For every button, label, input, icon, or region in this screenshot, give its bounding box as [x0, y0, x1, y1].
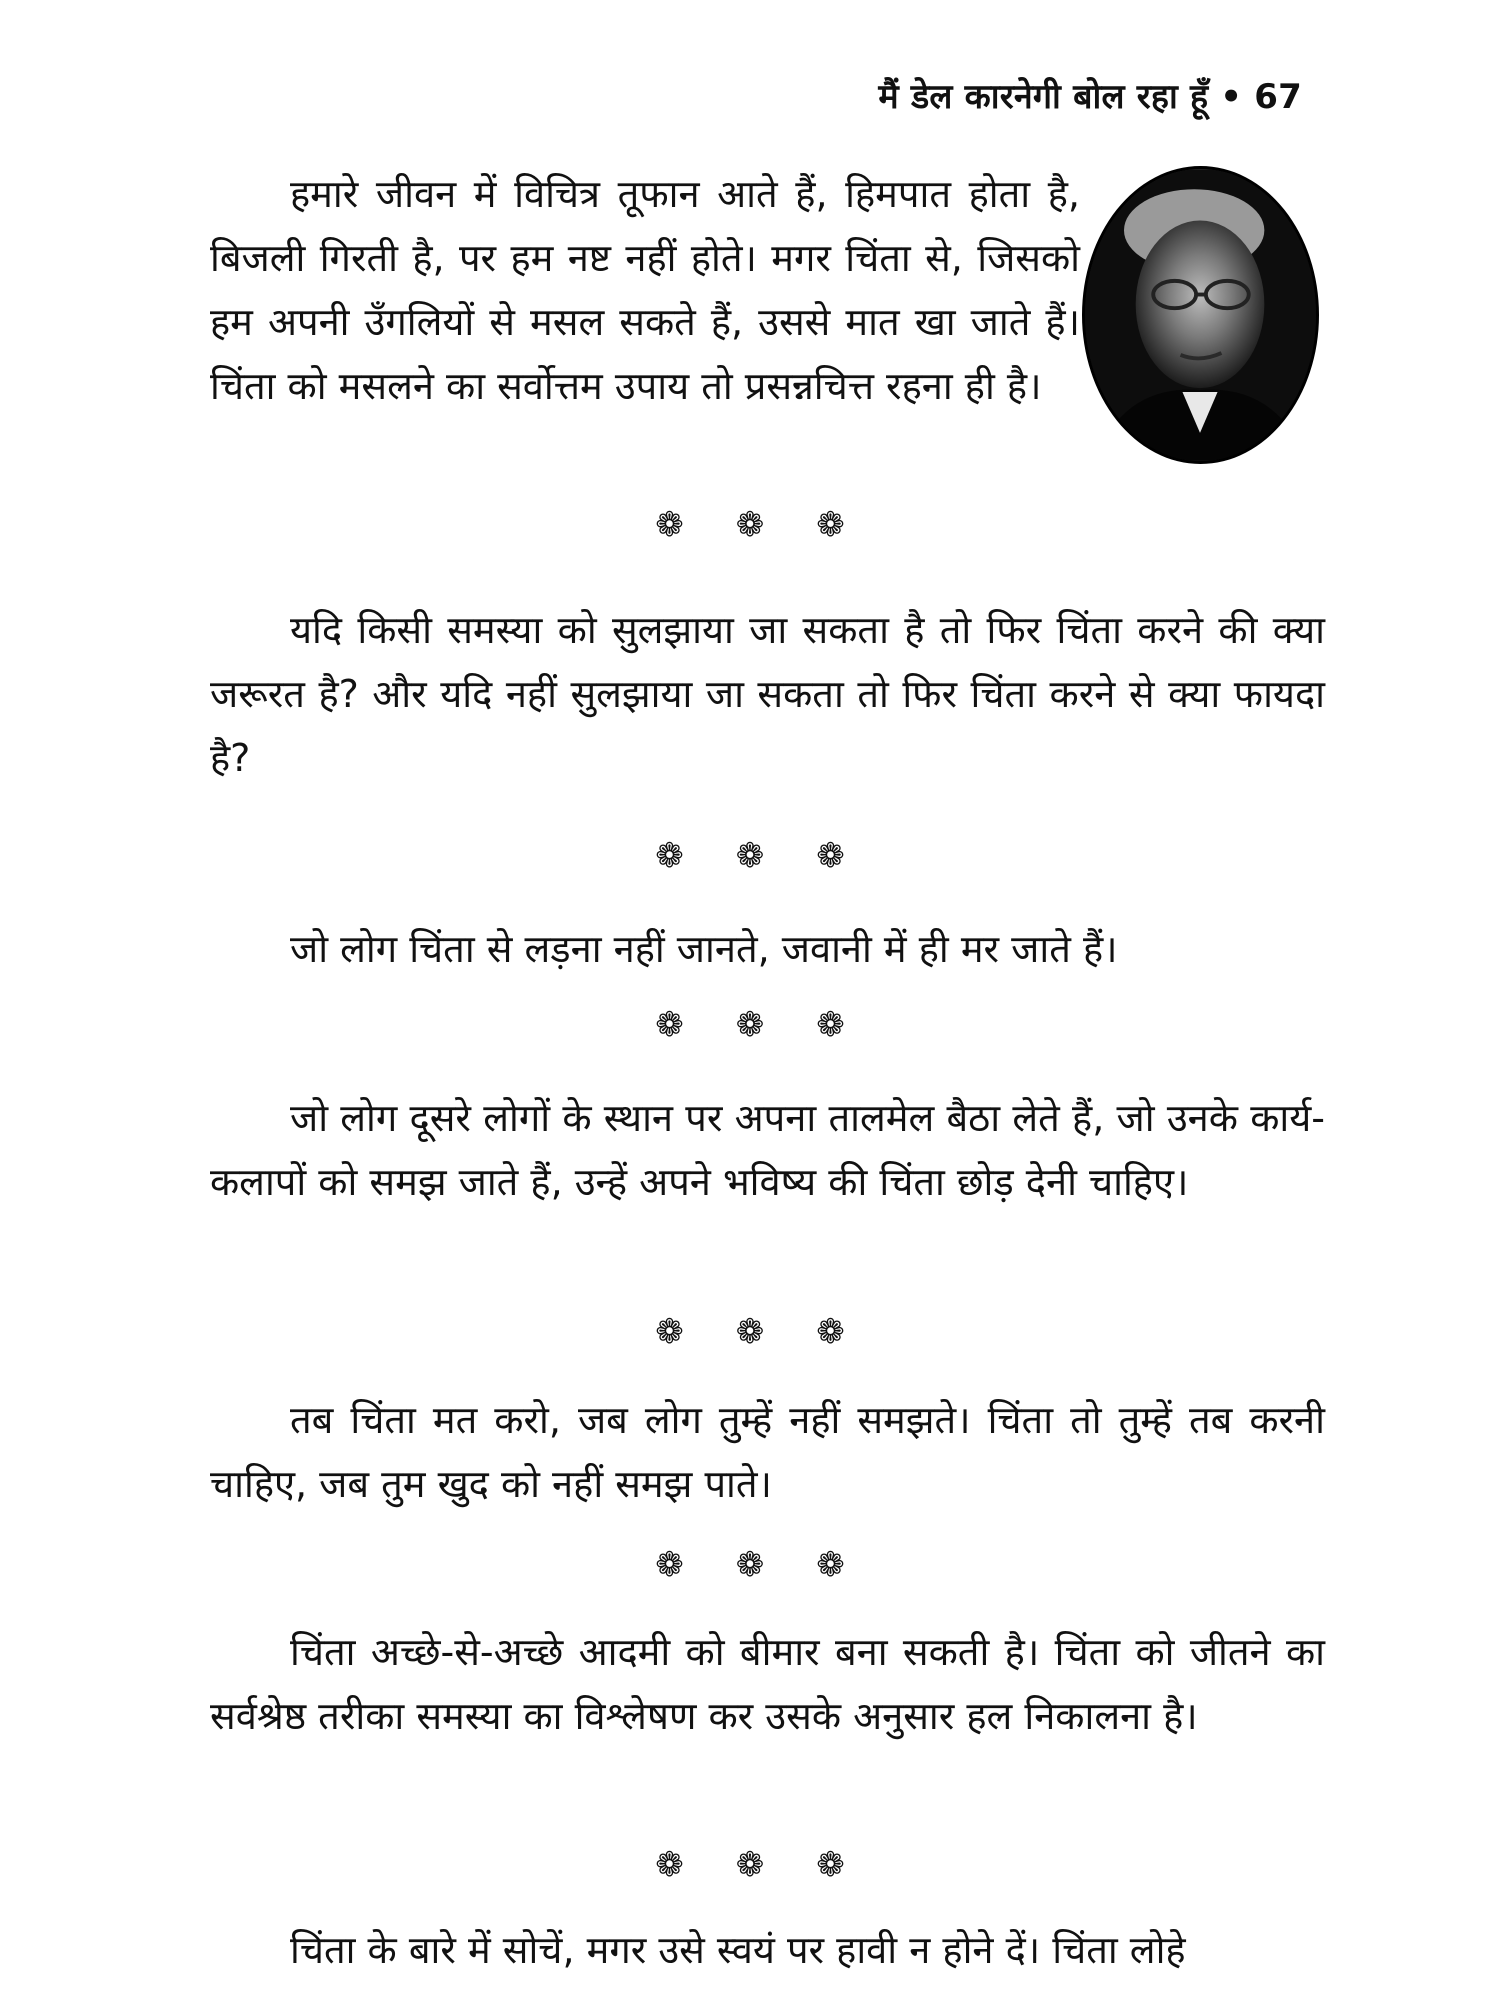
ornament-icon: ❁ [816, 1312, 845, 1352]
ornament-icon: ❁ [816, 836, 845, 876]
paragraph-5: तब चिंता मत करो, जब लोग तुम्हें नहीं समझते। चिंता तो तुम्हें तब करनी चाहिए, जब तुम खुद को नहीं समझ पाते। [210, 1398, 1325, 1506]
section-divider-4 [0, 1312, 1500, 1352]
ornament-icon: ❁ [816, 1845, 845, 1885]
ornament-icon: ❁ [655, 1545, 684, 1585]
paragraph-2: यदि किसी समस्या को सुलझाया जा सकता है तो फिर चिंता करने की क्या जरूरत है? और यदि नहीं सुलझाया जा सकता तो फिर चिंता करने से क्या फायदा है? [210, 608, 1325, 780]
paragraph-6: चिंता अच्छे-से-अच्छे आदमी को बीमार बना सकती है। चिंता को जीतने का सर्वश्रेष्ठ तरीका समस्या का विश्लेषण कर उसके अनुसार हल निकालना है। [210, 1630, 1325, 1738]
ornament-icon: ❁ [735, 505, 765, 545]
section-divider-2 [0, 836, 1500, 876]
paragraph-3: जो लोग चिंता से लड़ना नहीं जानते, जवानी में ही मर जाते हैं। [290, 927, 1118, 971]
ornament-icon: ❁ [816, 505, 845, 545]
ornament-icon: ❁ [735, 836, 765, 876]
portrait-photo-graphic [1085, 169, 1316, 461]
paragraph-7: चिंता के बारे में सोचें, मगर उसे स्वयं पर हावी न होने दें। चिंता लोहे [290, 1928, 1186, 1972]
section-divider-6 [0, 1845, 1500, 1885]
section-divider-5 [0, 1545, 1500, 1585]
paragraph-1: हमारे जीवन में विचित्र तूफान आते हैं, हिमपात होता है, बिजली गिरती है, पर हम नष्ट नहीं होते। मगर चिंता से, जिसको हम अपनी उँगलियों से मसल सकते हैं, उससे मात खा जाते हैं। चिंता को मसलने का सर्वोत्तम उपाय तो प्रसन्नचित्त रहना ही है। [210, 172, 1080, 408]
ornament-icon: ❁ [655, 1005, 684, 1045]
running-header: मैं डेल कारनेगी बोल रहा हूँ • 67 [878, 77, 1302, 117]
author-portrait-icon [1082, 166, 1319, 464]
ornament-icon: ❁ [816, 1005, 845, 1045]
section-divider-1 [0, 505, 1500, 545]
ornament-icon: ❁ [655, 836, 684, 876]
paragraph-4: जो लोग दूसरे लोगों के स्थान पर अपना तालमेल बैठा लेते हैं, जो उनके कार्य-कलापों को समझ जाते हैं, उन्हें अपने भविष्य की चिंता छोड़ देनी चाहिए। [210, 1096, 1325, 1204]
ornament-icon: ❁ [735, 1845, 765, 1885]
ornament-icon: ❁ [735, 1005, 765, 1045]
ornament-icon: ❁ [655, 1845, 684, 1885]
ornament-icon: ❁ [816, 1545, 845, 1585]
ornament-icon: ❁ [735, 1545, 765, 1585]
ornament-icon: ❁ [655, 505, 684, 545]
ornament-icon: ❁ [655, 1312, 684, 1352]
ornament-icon: ❁ [735, 1312, 765, 1352]
section-divider-3 [0, 1005, 1500, 1045]
